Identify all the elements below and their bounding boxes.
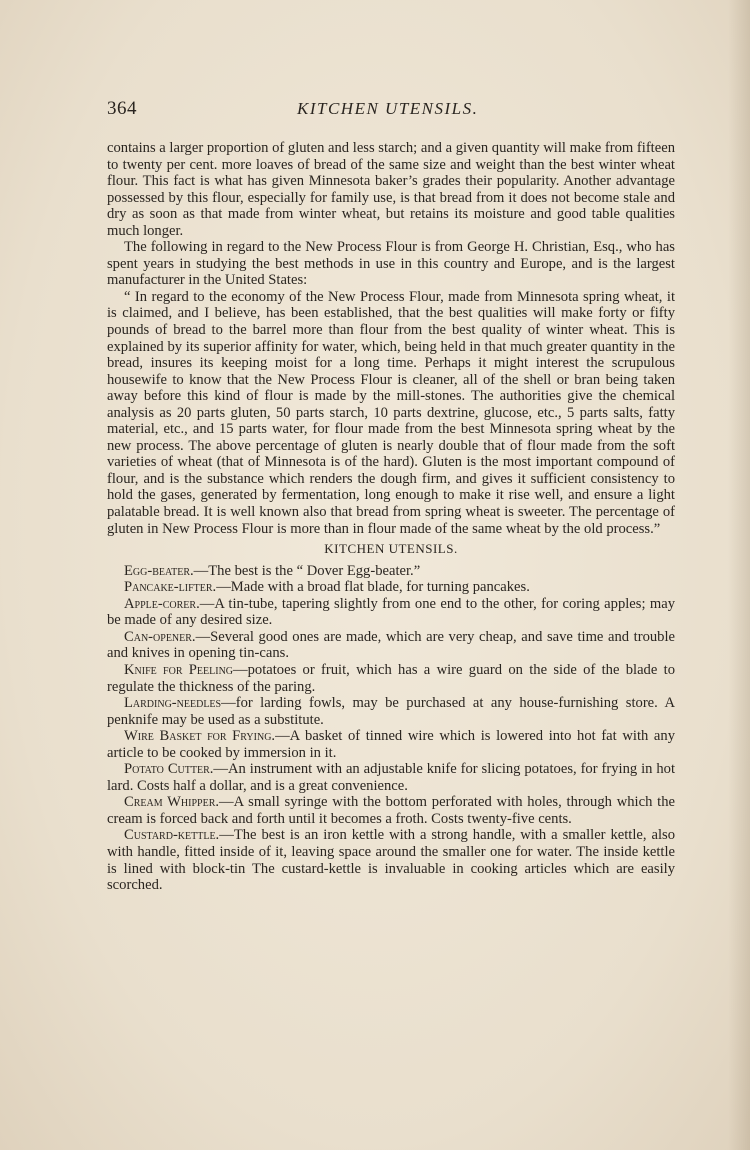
entry-term: Can-opener.: [124, 628, 196, 645]
page-header: [107, 98, 675, 122]
page-edge-shadow: [728, 0, 750, 1150]
entry-text: —Several good ones are made, which are very cheap, and save time and trouble and knives in opening tin-cans.: [107, 628, 675, 662]
entry-term: Custard-kettle.: [124, 827, 220, 844]
entry-term: Pancake-lifter.: [124, 579, 217, 596]
entry-text: —A basket of tinned wire which is lowered into hot fat with any article to be cooked by immersion in it.: [107, 728, 675, 761]
entry-pancake-lifter: [107, 579, 675, 596]
entry-text: —A tin-tube, tapering slightly from one end to the other, for coring apples; may be made of any desired size.: [107, 595, 675, 629]
entry-text: —The best is an iron kettle with a strong handle, with a smaller kettle, also with handle, fitted inside of it, leaving space around the smaller one for water. The inside kettle is lined with block-tin The custard-kettle is invaluable in cooking articles which are easily scorched.: [107, 827, 675, 894]
entry-text: —for larding fowls, may be purchased at any house-furnishing store. A penknife may be used as a substitute.: [107, 695, 675, 728]
entry-term: Wire Basket for Frying.: [124, 728, 276, 745]
quoted-paragraph: “ In regard to the economy of the New Process Flour, made from Minnesota spring wheat, it is claimed, and I believe, has been established, that the best qualities will make forty or fifty pounds of bread to the barrel more than flour from the best quality of winter wheat. This is explained by its superior affinity for water, which, being held in that much greater quantity in the bread, insures its keeping moist for a long time. Perhaps it might interest the scrupulous housewife to know that the New Process Flour is cleaner, all of the shell or bran being taken away before this kind of flour is made by the mill-stones. The authorities give the chemical analysis as 20 parts gluten, 50 parts starch, 10 parts dextrine, glucose, etc., 5 parts salts, fatty material, etc., and 15 parts water, for flour made from the best Minnesota spring wheat by the new process. The above percentage of gluten is nearly double that of flour made from the soft varieties of wheat (that of Minnesota is of the hard). Gluten is the most important compound of flour, and is the substance which renders the dough firm, and gives it sufficient consistency to hold the gases, generated by fermentation, long enough to make it rise well, and ensure a light palatable bread. It is well known also that bread from spring wheat is sweeter. The percentage of gluten in New Process Flour is more than in flour made of the same wheat by the old process.”: [107, 288, 675, 537]
entry-term: Larding-needles: [124, 695, 222, 712]
entry-text: —potatoes or fruit, which has a wire guard on the side of the blade to regulate the thickness of the paring.: [107, 661, 675, 695]
section-heading: KITCHEN UTENSILS.: [324, 541, 458, 557]
entry-term: Potato Cutter.: [124, 761, 214, 778]
entry-larding-needles: [107, 695, 675, 728]
entry-text: —The best is the “ Dover Egg-beater.”: [193, 562, 421, 579]
entry-term: Apple-corer.: [124, 595, 200, 612]
entry-apple-corer: [107, 596, 675, 629]
entry-text: —A small syringe with the bottom perforated with holes, through which the cream is forced back and forth until it becomes a froth. Costs twenty-five cents.: [107, 794, 675, 827]
entry-custard-kettle: [107, 827, 675, 893]
entry-text: —Made with a broad flat blade, for turning pancakes.: [216, 579, 530, 596]
page-body: [107, 140, 675, 894]
page-number: 364: [107, 98, 137, 119]
entry-term: Egg-beater.: [124, 562, 194, 579]
running-head: KITCHEN UTENSILS.: [297, 99, 479, 118]
entry-knife-for-peeling: [107, 662, 675, 695]
entry-potato-cutter: [107, 761, 675, 794]
entry-term: Cream Whipper.: [124, 794, 220, 811]
paragraph: contains a larger proportion of gluten and less starch; and a given quantity will make from fifteen to twenty per cent. more loaves of bread of the same size and weight than the best winter wheat flour. This fact is what has given Minnesota baker’s grades their popularity. Another advantage possessed by this flour, especially for family use, is that bread from it does not become stale and dry as soon as that made from winter wheat, but retains its moisture and good table qualities much longer.: [107, 140, 675, 239]
entry-egg-beater: [107, 563, 675, 580]
entry-can-opener: [107, 629, 675, 662]
entry-cream-whipper: [107, 794, 675, 827]
entry-text: —An instrument with an adjustable knife for slicing potatoes, for frying in hot lard. Costs half a dollar, and is a great convenience.: [107, 761, 675, 794]
entry-term: Knife for Peeling: [124, 661, 234, 678]
paragraph: The following in regard to the New Process Flour is from George H. Christian, Esq., who has spent years in studying the best methods in use in this country and Europe, and is the largest manufacturer in the United States:: [107, 239, 675, 289]
entry-wire-basket: [107, 728, 675, 761]
